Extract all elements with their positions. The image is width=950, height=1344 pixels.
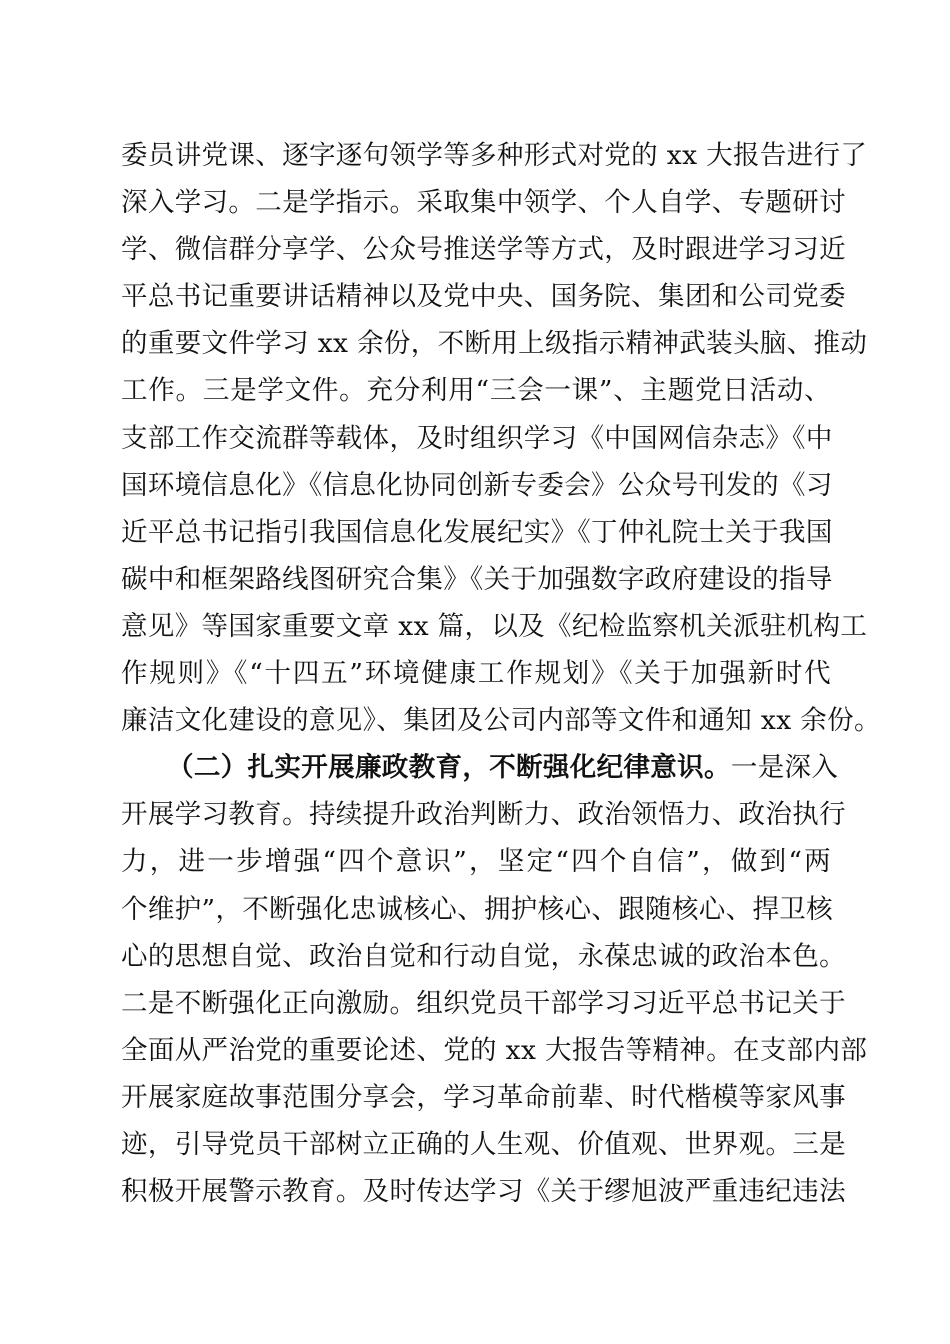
text-line: 二是不断强化正向激励。组织党员干部学习习近平总书记关于 [121, 987, 846, 1019]
text-line: 支部工作交流群等载体，及时组织学习《中国网信杂志》《中 [121, 422, 833, 454]
text-line: 开展学习教育。持续提升政治判断力、政治领悟力、政治执行 [121, 799, 846, 831]
text-line: 平总书记重要讲话精神以及党中央、国务院、集团和公司党委 [121, 281, 846, 313]
text-line: 近平总书记指引我国信息化发展纪实》《丁仲礼院士关于我国 [121, 516, 833, 548]
text-line: 工作。三是学文件。充分利用“三会一课”、主题党日活动、 [121, 375, 831, 407]
text-line: 委员讲党课、逐字逐句领学等多种形式对党的 xx 大报告进行了 [121, 140, 868, 171]
text-line: 学、微信群分享学、公众号推送学等方式，及时跟进学习习近 [121, 234, 846, 266]
text-line-rest: 一是深入 [730, 752, 839, 784]
text-line: 国环境信息化》《信息化协同创新专委会》公众号刊发的《习 [121, 469, 833, 501]
text-line: 积极开展警示教育。及时传达学习《关于缪旭波严重违纪违法 [121, 1176, 846, 1208]
text-line: 的重要文件学习 xx 余份，不断用上级指示精神武装头脑、推动 [121, 328, 868, 360]
text-line: 作规则》《“十四五”环境健康工作规划》《关于加强新时代 [121, 658, 831, 690]
document-body [121, 132, 881, 1215]
text-line: 全面从严治党的重要论述、党的 xx 大报告等精神。在支部内部 [121, 1034, 868, 1066]
section-heading: （二）扎实开展廉政教育，不断强化纪律意识。 [167, 752, 731, 784]
text-line: 廉洁文化建设的意见》、集团及公司内部等文件和通知 xx 余份。 [121, 705, 881, 737]
text-line: 心的思想自觉、政治自觉和行动自觉，永葆忠诚的政治本色。 [121, 940, 846, 972]
text-line: 意见》等国家重要文章 xx 篇，以及《纪检监察机关派驻机构工 [121, 610, 868, 642]
text-line: 迹，引导党员干部树立正确的人生观、价值观、世界观。三是 [121, 1128, 846, 1160]
text-line: 深入学习。二是学指示。采取集中领学、个人自学、专题研讨 [121, 187, 846, 219]
text-line: 力，进一步增强“四个意识”，坚定“四个自信”，做到“两 [121, 846, 831, 878]
text-line: 个维护”，不断强化忠诚核心、拥护核心、跟随核心、捍卫核 [121, 893, 833, 925]
section-heading-line [121, 744, 839, 791]
text-line: 碳中和框架路线图研究合集》《关于加强数字政府建设的指导 [121, 563, 833, 595]
text-line: 开展家庭故事范围分享会，学习革命前辈、时代楷模等家风事 [121, 1081, 846, 1113]
